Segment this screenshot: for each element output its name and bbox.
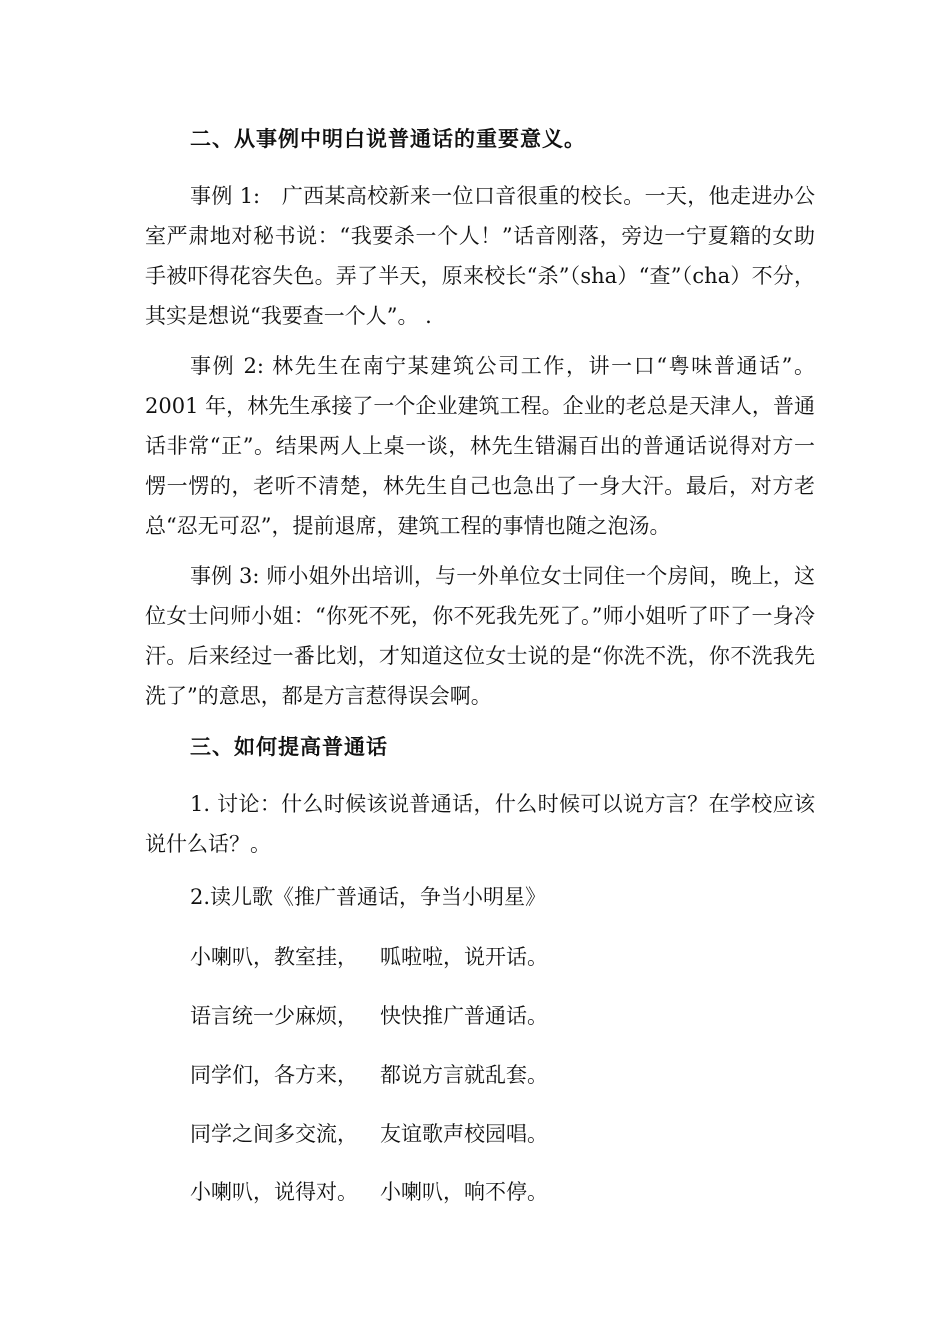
discussion-item: 1. 讨论：什么时候该说普通话，什么时候可以说方言？在学校应该说什么话？。 xyxy=(145,792,815,856)
nursery-rhyme-title: 2.读儿歌《推广普通话，争当小明星》 xyxy=(190,885,547,909)
poem-line xyxy=(190,1060,548,1090)
poem-line-first-half: 同学们，各方来， xyxy=(190,1063,358,1087)
section-heading-2: 二、从事例中明白说普通话的重要意义。 xyxy=(190,126,586,151)
case-paragraph-2: 事例 2: 林先生在南宁某建筑公司工作，讲一口“粤味普通话”。2001 年，林先生承接了一个企业建筑工程。企业的老总是天津人，普通话非常“正”。结果两人上桌一谈，林先生错漏百出的普通话说得对方一愣一愣的，老听不清楚，林先生自己也急出了一身大汗。最后，对方老总“忍无可忍”，提前退席，建筑工程的事情也随之泡汤。 xyxy=(145,354,815,538)
poem-line-second-half: 呱啦啦，说开话。 xyxy=(380,945,548,969)
poem-line-second-half: 小喇叭，响不停。 xyxy=(380,1180,548,1204)
poem-line-second-half: 快快推广普通话。 xyxy=(380,1004,548,1028)
poem-line-first-half: 同学之间多交流， xyxy=(190,1122,358,1146)
poem-line xyxy=(190,1001,548,1031)
poem-line-second-half: 友谊歌声校园唱。 xyxy=(380,1122,548,1146)
poem-line xyxy=(190,942,548,972)
poem-line-first-half: 小喇叭，说得对。 xyxy=(190,1180,358,1204)
poem-line-first-half: 语言统一少麻烦， xyxy=(190,1004,358,1028)
case-paragraph-1: 事例 1: 广西某高校新来一位口音很重的校长。一天，他走进办公室严肃地对秘书说：“我要杀一个人！”话音刚落，旁边一宁夏籍的女助手被吓得花容失色。弄了半天，原来校长“杀”（sha）“查”（cha）不分，其实是想说“我要查一个人”。 . xyxy=(145,184,815,328)
poem-line xyxy=(190,1177,548,1207)
poem-line-second-half: 都说方言就乱套。 xyxy=(380,1063,548,1087)
case-paragraph-3: 事例 3: 师小姐外出培训，与一外单位女士同住一个房间，晚上，这位女士问师小姐：“你死不死，你不死我先死了。”师小姐听了吓了一身冷汗。后来经过一番比划，才知道这位女士说的是“你洗不洗，你不洗我先洗了”的意思，都是方言惹得误会啊。 xyxy=(145,564,815,708)
poem-line-first-half: 小喇叭，教室挂， xyxy=(190,945,358,969)
section-heading-3: 三、如何提高普通话 xyxy=(190,734,388,759)
poem-line xyxy=(190,1119,548,1149)
